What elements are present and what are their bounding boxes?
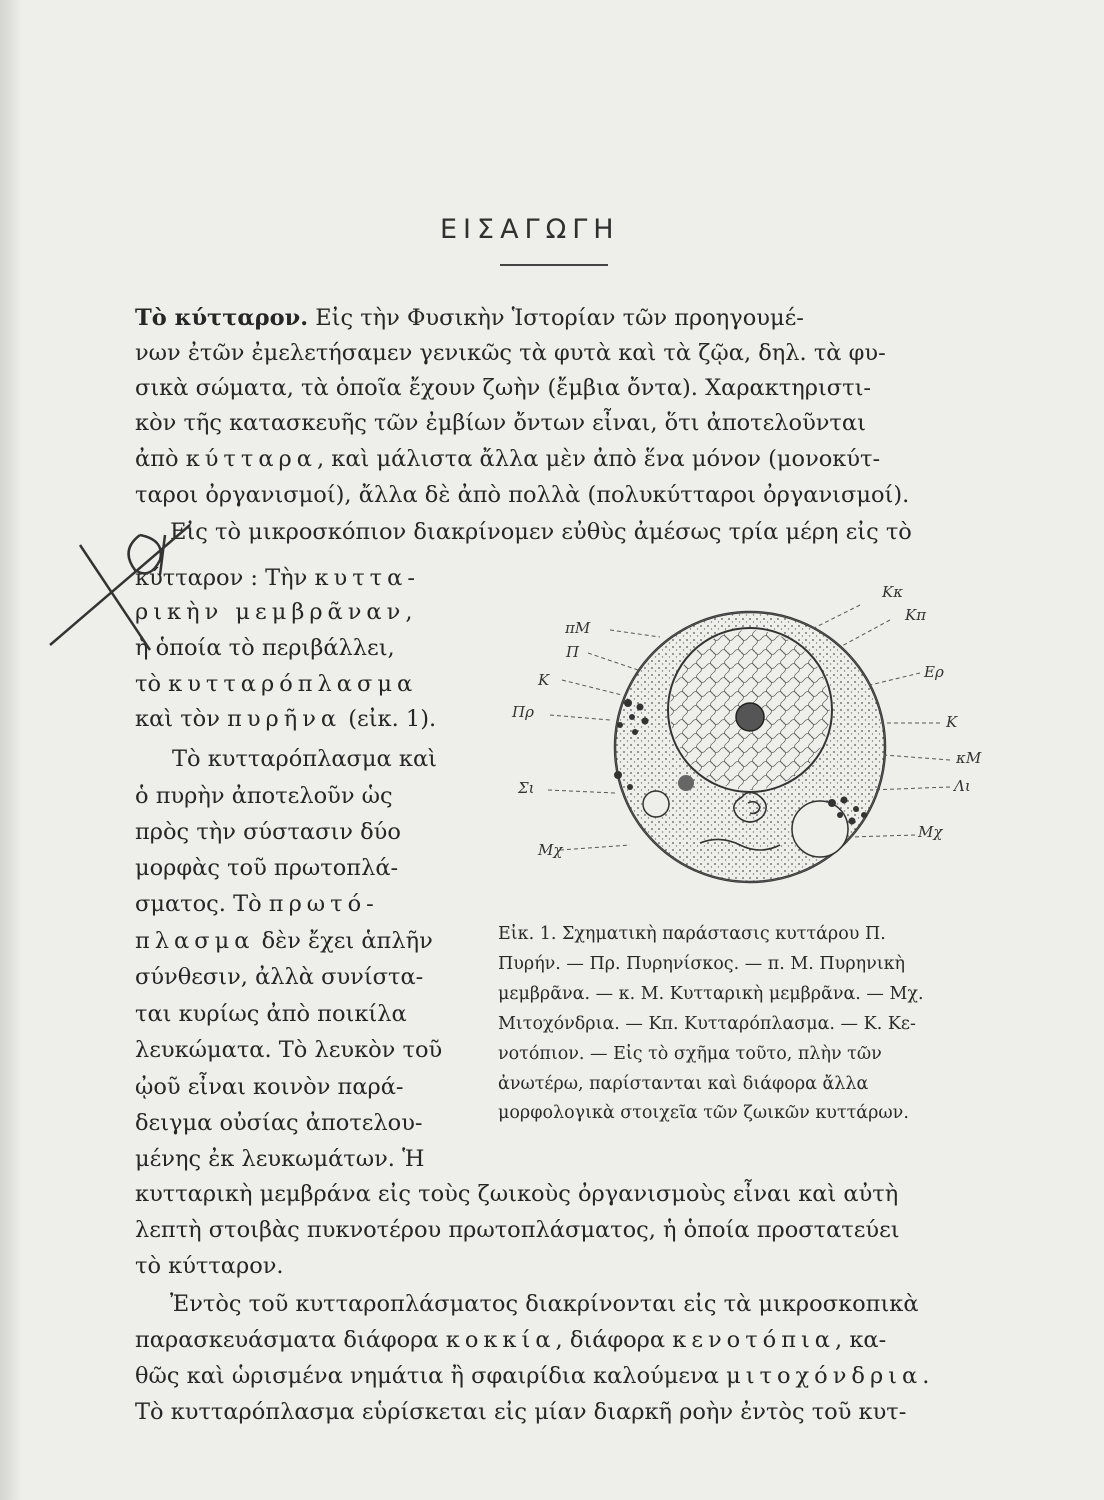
text-line: ἀπὸ κύτταρα, καὶ μάλιστα ἄλλα μὲν ἀπὸ ἕνα μόνον (μονοκύτ- xyxy=(135,446,881,472)
label-Pr: Πρ xyxy=(512,703,534,721)
label-Si: Σι xyxy=(518,779,535,797)
spaced-term: κυτταρόπλασμα xyxy=(168,671,418,697)
text-line: τὸ κύτταρον. xyxy=(135,1253,284,1279)
text-line: μορφὰς τοῦ πρωτοπλά- xyxy=(135,855,399,881)
spaced-term: κοκκία xyxy=(445,1327,556,1353)
text-line: πλασμα δὲν ἔχει ἁπλῆν xyxy=(135,928,433,954)
spaced-term: κύτταρα xyxy=(185,446,317,472)
text-line: λεπτὴ στοιβὰς πυκνοτέρου πρωτοπλάσματος, ἡ ὁποία προστατεύει xyxy=(135,1217,900,1243)
text-line: δειγμα οὐσίας ἀποτελου- xyxy=(135,1110,423,1136)
text-line: σματος. Τὸ πρωτό- xyxy=(135,891,379,917)
label-Kp: Κπ xyxy=(905,606,927,624)
label-kM: κΜ xyxy=(956,749,982,767)
figure-caption-line: νοτόπιον. — Εἰς τὸ σχῆμα τοῦτο, πλὴν τῶν xyxy=(498,1044,882,1064)
text-line: Ἐντὸς τοῦ κυτταροπλάσματος διακρίνονται εἰς τὰ μικροσκοπικὰ xyxy=(170,1291,919,1317)
label-K: Κ xyxy=(538,671,550,689)
title-underline xyxy=(500,264,608,266)
figure-caption-line: μεμβρᾶνα. — κ. Μ. Κυτταρικὴ μεμβρᾶνα. — Μχ. xyxy=(498,984,924,1004)
text-line: κὸν τῆς κατασκευῆς τῶν ἐμβίων ὄντων εἶναι, ὅτι ἀποτελοῦνται xyxy=(135,410,866,436)
spaced-term: ρικὴν μεμβρᾶναν xyxy=(135,599,406,625)
text-line: ταροι ὀργανισμοί), ἄλλα δὲ ἀπὸ πολλὰ (πολυκύτταροι ὀργανισμοί). xyxy=(135,482,910,508)
label-Mx-right: Μχ xyxy=(918,823,943,841)
cell-diagram xyxy=(510,575,1000,920)
handwritten-margin-mark xyxy=(40,505,200,655)
text-line: παρασκευάσματα διάφορα κοκκία, διάφορα κενοτόπια, κα- xyxy=(135,1327,887,1353)
text-line: ρικὴν μεμβρᾶναν, xyxy=(135,599,413,625)
text-line: ται κυρίως ἀπὸ ποικίλα xyxy=(135,1001,407,1027)
text-line: κύτταρον : Τὴν κυττα- xyxy=(135,565,420,591)
vacuole-left xyxy=(643,791,669,817)
handwritten-mark-svg xyxy=(40,505,200,655)
text-line: Τὸ κύτταρον. Εἰς τὴν Φυσικὴν Ἱστορίαν τῶν προηγουμέ- xyxy=(135,305,804,331)
figure-caption-line: Μιτοχόνδρια. — Κπ. Κυτταρόπλασμα. — Κ. Κε- xyxy=(498,1014,916,1034)
nucleolus xyxy=(736,703,764,731)
text-line: πρὸς τὴν σύστασιν δύο xyxy=(135,819,401,845)
text-line: ὁ πυρὴν ἀποτελοῦν ὡς xyxy=(135,783,393,809)
text-line: θῶς καὶ ὡρισμένα νημάτια ἢ σφαιρίδια καλούμενα μιτοχόνδρια. xyxy=(135,1363,930,1389)
figure-caption-line: μορφολογικὰ στοιχεῖα τῶν ζωικῶν κυττάρων. xyxy=(498,1103,909,1123)
label-Li: Λι xyxy=(954,777,971,795)
figure-caption-line: Πυρήν. — Πρ. Πυρηνίσκος. — π. Μ. Πυρηνικὴ xyxy=(498,954,906,974)
text-line: ἡ ὁποία τὸ περιβάλλει, xyxy=(135,635,395,661)
text-line: τὸ κυτταρόπλασμα xyxy=(135,671,418,697)
text-line: λευκώματα. Τὸ λευκὸν τοῦ xyxy=(135,1037,443,1063)
page-title: ΕΙΣΑΓΩΓΗ xyxy=(440,214,620,245)
figure-caption-line: ἀνωτέρω, παρίστανται καὶ διάφορα ἄλλα xyxy=(498,1074,869,1094)
text-line: κυτταρικὴ μεμβράνα εἰς τοὺς ζωικοὺς ὀργανισμοὺς εἶναι καὶ αὐτὴ xyxy=(135,1181,899,1207)
spaced-term: κυττα- xyxy=(314,565,420,591)
label-Kk: Κκ xyxy=(882,583,904,601)
text-line: Εἰς τὸ μικροσκόπιον διακρίνομεν εὐθὺς ἀμέσως τρία μέρη εἰς τὸ xyxy=(170,519,912,545)
spaced-term: κενοτόπια xyxy=(672,1327,836,1353)
label-Er: Ερ xyxy=(924,663,944,681)
spaced-term: μιτοχόνδρια xyxy=(726,1363,923,1389)
text-line: ᾠοῦ εἶναι κοινὸν παρά- xyxy=(135,1074,404,1100)
text-line: μένης ἐκ λευκωμάτων. Ἡ xyxy=(135,1146,425,1172)
figure-caption-line: Εἰκ. 1. Σχηματικὴ παράστασις κυττάρου Π. xyxy=(498,924,886,944)
text-line: Τὸ κυτταρόπλασμα καὶ xyxy=(172,746,437,772)
text-line: σικὰ σώματα, τὰ ὁποῖα ἔχουν ζωὴν (ἔμβια ὄντα). Χαρακτηριστι- xyxy=(135,375,872,401)
section-label: Τὸ κύτταρον. xyxy=(135,305,309,331)
text-line: σύνθεσιν, ἀλλὰ συνίστα- xyxy=(135,964,424,990)
vacuole-right xyxy=(792,801,848,857)
cell-diagram-svg xyxy=(510,575,1000,920)
spaced-term: πλασμα xyxy=(135,928,255,954)
label-K-right: Κ xyxy=(946,713,958,731)
label-P: Π xyxy=(566,643,580,661)
spaced-term: πρωτό- xyxy=(268,891,379,917)
label-pM: πΜ xyxy=(565,619,591,637)
spaced-term: πυρῆνα xyxy=(227,706,342,732)
text-line: καὶ τὸν πυρῆνα (εἰκ. 1). xyxy=(135,706,437,732)
label-Mx-left: Μχ xyxy=(538,841,563,859)
page-edge-shadow xyxy=(0,0,22,1500)
text-line: νων ἐτῶν ἐμελετήσαμεν γενικῶς τὰ φυτὰ καὶ τὰ ζῷα, δηλ. τὰ φυ- xyxy=(135,340,886,366)
text-line: Τὸ κυτταρόπλασμα εὑρίσκεται εἰς μίαν διαρκῆ ροὴν ἐντὸς τοῦ κυτ- xyxy=(135,1399,907,1425)
